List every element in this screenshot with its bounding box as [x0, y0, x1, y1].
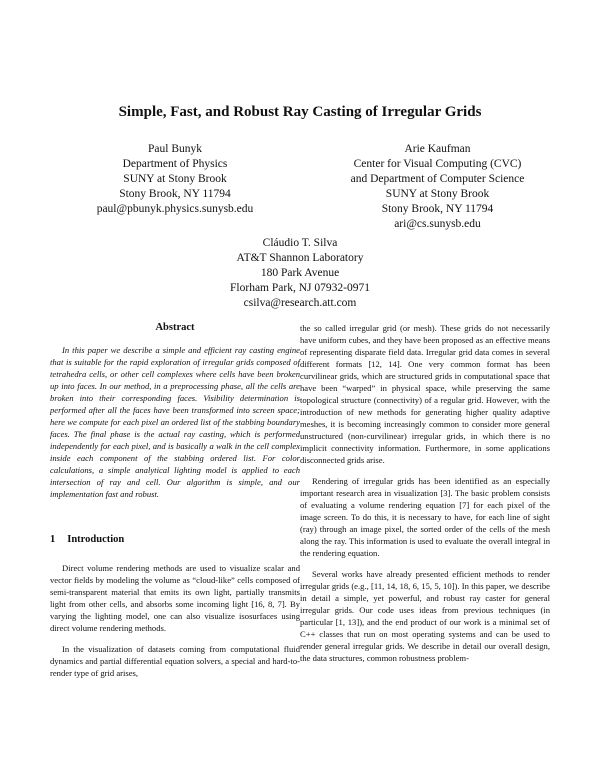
body-paragraph: Several works have already presented efficient methods to render irregular grids (e.g., [11, 14, 18, 6, 15, 5, 10]). In this paper, we describe in detail a simple, yet powerful, and robust ray caster for general irregular grids. Our code uses ideas from previous techniques (in particular [1, 13]), and the end product of our work is a minimal set of C++ classes that run on most operating systems and can be used to render general irregular grids. We describe in detail our overall design, the data structures, common robustness problem-	[300, 569, 550, 663]
section-heading-introduction	[50, 534, 300, 546]
author-affiliation: and Department of Computer Science	[350, 173, 525, 185]
author-address: Stony Brook, NY 11794	[119, 188, 231, 200]
intro-paragraph: Direct volume rendering methods are used to visualize scalar and vector fields by modeling the volume as “cloud-like” cells composed of semi-transparent material that emits its own light, partially transmits light from other cells, and absorbs some incoming light [16, 8, 7]. By varying the lighting model, one can also visualize isosurfaces using direct volume rendering methods.	[50, 563, 300, 633]
author-block-kaufman	[295, 142, 580, 232]
abstract-heading: Abstract	[155, 322, 195, 333]
author-block-bunyk	[50, 142, 300, 217]
paper-title: Simple, Fast, and Robust Ray Casting of Irregular Grids	[118, 104, 482, 120]
author-address: Stony Brook, NY 11794	[381, 203, 494, 215]
author-address: Florham Park, NJ 07932-0971	[230, 282, 370, 294]
author-affiliation: SUNY at Stony Brook	[123, 173, 227, 185]
body-paragraph: the so called irregular grid (or mesh). These grids do not necessarily have uniform cubes, and they have been proposed as an effective means of representing disparate field data. Irregular grid data comes in several different formats [12, 14]. One very common format has been curvilinear grids, which are structured grids in computational space that have been “warped” in physical space, while preserving the same topological structure (connectivity) of a regular grid. However, with the introduction of new methods for generating higher quality adaptive meshes, it is becoming increasingly common to consider more general unstructured (non-curvilinear) irregular grids, in which there is no implicit connectivity information. Furthermore, in some applications disconnected grids arise.	[300, 323, 550, 465]
author-affiliation: AT&T Shannon Laboratory	[236, 252, 364, 264]
author-email: ari@cs.sunysb.edu	[394, 218, 481, 230]
author-name: Arie Kaufman	[404, 143, 471, 155]
right-column	[300, 322, 550, 664]
author-name: Cláudio T. Silva	[262, 237, 338, 249]
section-number: 1	[50, 534, 56, 545]
author-email: paul@pbunyk.physics.sunysb.edu	[96, 203, 254, 215]
author-affiliation: SUNY at Stony Brook	[385, 188, 490, 200]
left-column	[50, 322, 300, 679]
intro-paragraph: In the visualization of datasets coming from computational fluid dynamics and partial differential equation solvers, a special and hard-to-render type of grid arises,	[50, 644, 300, 678]
abstract-text: In this paper we describe a simple and efficient ray casting engine that is suitable for the rapid exploration of irregular grids composed of tetrahedra cells, or other cell complexes where cells have been broken up into faces. In our method, in a preprocessing phase, all the cells are broken into their corresponding faces. Visibility determination is performed after all the faces have been transformed into screen space; here we compute for each pixel an ordered list of the stabbing boundary faces. The final phase is the actual ray casting, which is performed independently for each pixel, and is basically a walk in the cell complex inside each component of the stabbing ordered list. For color calculations, a simple analytical lighting model is applied to each intersection of ray and cell. Our algorithm is simple, and our implementation fast and robust.	[50, 345, 300, 499]
author-name: Paul Bunyk	[148, 143, 202, 155]
author-block-silva	[150, 236, 450, 311]
author-address: 180 Park Avenue	[260, 267, 340, 279]
section-title: Introduction	[67, 534, 125, 545]
author-email: csilva@research.att.com	[243, 297, 357, 309]
body-paragraph: Rendering of irregular grids has been identified as an especially important research area in visualization [3]. The basic problem consists of evaluating a volume rendering equation [7] for each pixel of the image screen. To do this, it is necessary to have, for each line of sight (ray) through an image pixel, the sorted order of the cells of the mesh along the ray. This information is used to evaluate the overall integral in the rendering equation.	[300, 476, 550, 558]
author-affiliation: Center for Visual Computing (CVC)	[353, 158, 522, 170]
author-affiliation: Department of Physics	[122, 158, 228, 170]
